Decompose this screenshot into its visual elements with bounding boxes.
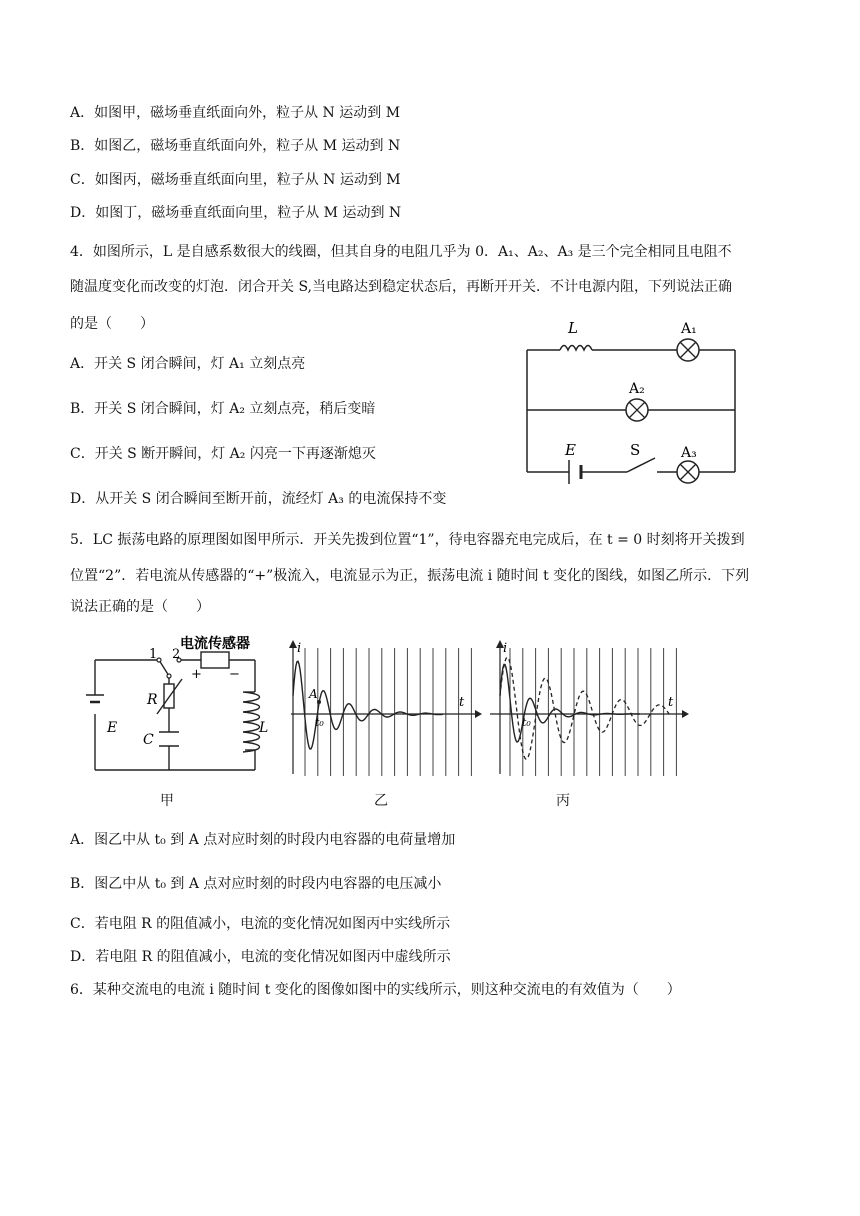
q5-figure-bing-current-graph — [482, 636, 692, 781]
label-plus: + — [191, 667, 202, 682]
lamp-a1-icon — [677, 339, 699, 361]
axis-label-i: i — [503, 641, 508, 656]
label-emf: E — [107, 720, 118, 736]
caption-bing: 丙 — [556, 793, 570, 809]
q4-stem-line2: 随温度变化而改变的灯泡．闭合开关 S,当电路达到稳定状态后，再断开开关．不计电源内阻，下列说法正确 — [70, 279, 732, 295]
q4-option-c: C．开关 S 断开瞬间，灯 A₂ 闪亮一下再逐渐熄灭 — [70, 446, 376, 462]
axis-label-t: t — [459, 695, 465, 710]
t0-label: t₀ — [522, 716, 531, 729]
label-inductor-l: L — [259, 720, 269, 736]
q5-stem-line1: 5．LC 振荡电路的原理图如图甲所示．开关先拨到位置“1”，待电容器充电完成后，在 t = 0 时刻将开关拨到 — [70, 532, 745, 548]
label-a1: A₁ — [681, 321, 697, 337]
label-switch-pos2: 2 — [172, 647, 181, 662]
q5-option-b: B．图乙中从 t₀ 到 A 点对应时刻的时段内电容器的电压减小 — [70, 876, 442, 892]
q3-option-a: A．如图甲，磁场垂直纸面向外，粒子从 N 运动到 M — [70, 105, 401, 121]
label-a2: A₂ — [629, 381, 645, 397]
label-current-sensor: 电流传感器 — [180, 636, 250, 652]
axis-label-t: t — [668, 695, 674, 710]
q3-option-c: C．如图丙，磁场垂直纸面向里，粒子从 N 运动到 M — [70, 172, 401, 188]
label-resistor: R — [147, 692, 158, 708]
q4-stem-line3: 的是（ ） — [70, 316, 154, 332]
label-a3: A₃ — [681, 445, 697, 461]
q4-circuit-diagram — [515, 315, 745, 490]
lamp-a3-icon — [677, 461, 699, 483]
q4-option-b: B．开关 S 闭合瞬间，灯 A₂ 立刻点亮，稍后变暗 — [70, 401, 376, 417]
q5-option-d: D．若电阻 R 的阻值减小，电流的变化情况如图丙中虚线所示 — [70, 949, 451, 965]
caption-jia: 甲 — [160, 793, 174, 809]
t0-label: t₀ — [315, 716, 324, 729]
q5-option-a: A．图乙中从 t₀ 到 A 点对应时刻的时段内电容器的电荷量增加 — [70, 832, 456, 848]
point-a-label: A — [309, 687, 318, 701]
label-inductor: L — [568, 319, 578, 337]
axis-label-i: i — [297, 641, 302, 656]
label-capacitor: C — [143, 732, 154, 748]
q3-option-b: B．如图乙，磁场垂直纸面向外，粒子从 M 运动到 N — [70, 138, 401, 154]
q4-stem-line1: 4．如图所示，L 是自感系数很大的线圈，但其自身的电阻几乎为 0．A₁、A₂、A₃ 是三个完全相同且电阻不 — [70, 244, 732, 260]
label-switch-pos1: 1 — [149, 647, 158, 662]
q4-option-d: D．从开关 S 闭合瞬间至断开前，流经灯 A₃ 的电流保持不变 — [70, 491, 447, 507]
q3-option-d: D．如图丁，磁场垂直纸面向里，粒子从 M 运动到 N — [70, 205, 402, 221]
q5-figure-jia-lc-circuit — [85, 632, 275, 777]
label-minus: − — [229, 667, 240, 682]
label-switch: S — [630, 441, 641, 459]
q5-figure-yi-current-graph — [283, 636, 483, 781]
label-battery: E — [565, 441, 576, 459]
q4-option-a: A．开关 S 闭合瞬间，灯 A₁ 立刻点亮 — [70, 356, 306, 372]
caption-yi: 乙 — [374, 793, 388, 809]
q5-stem-line3: 说法正确的是（ ） — [70, 599, 210, 615]
q5-stem-line2: 位置“2”．若电流从传感器的“+”极流入，电流显示为正，振荡电流 i 随时间 t 变化的图线，如图乙所示．下列 — [70, 568, 750, 584]
q5-option-c: C．若电阻 R 的阻值减小，电流的变化情况如图丙中实线所示 — [70, 916, 451, 932]
lamp-a2-icon — [626, 399, 648, 421]
q6-stem: 6．某种交流电的电流 i 随时间 t 变化的图像如图中的实线所示，则这种交流电的有效值为（ ） — [70, 982, 681, 998]
